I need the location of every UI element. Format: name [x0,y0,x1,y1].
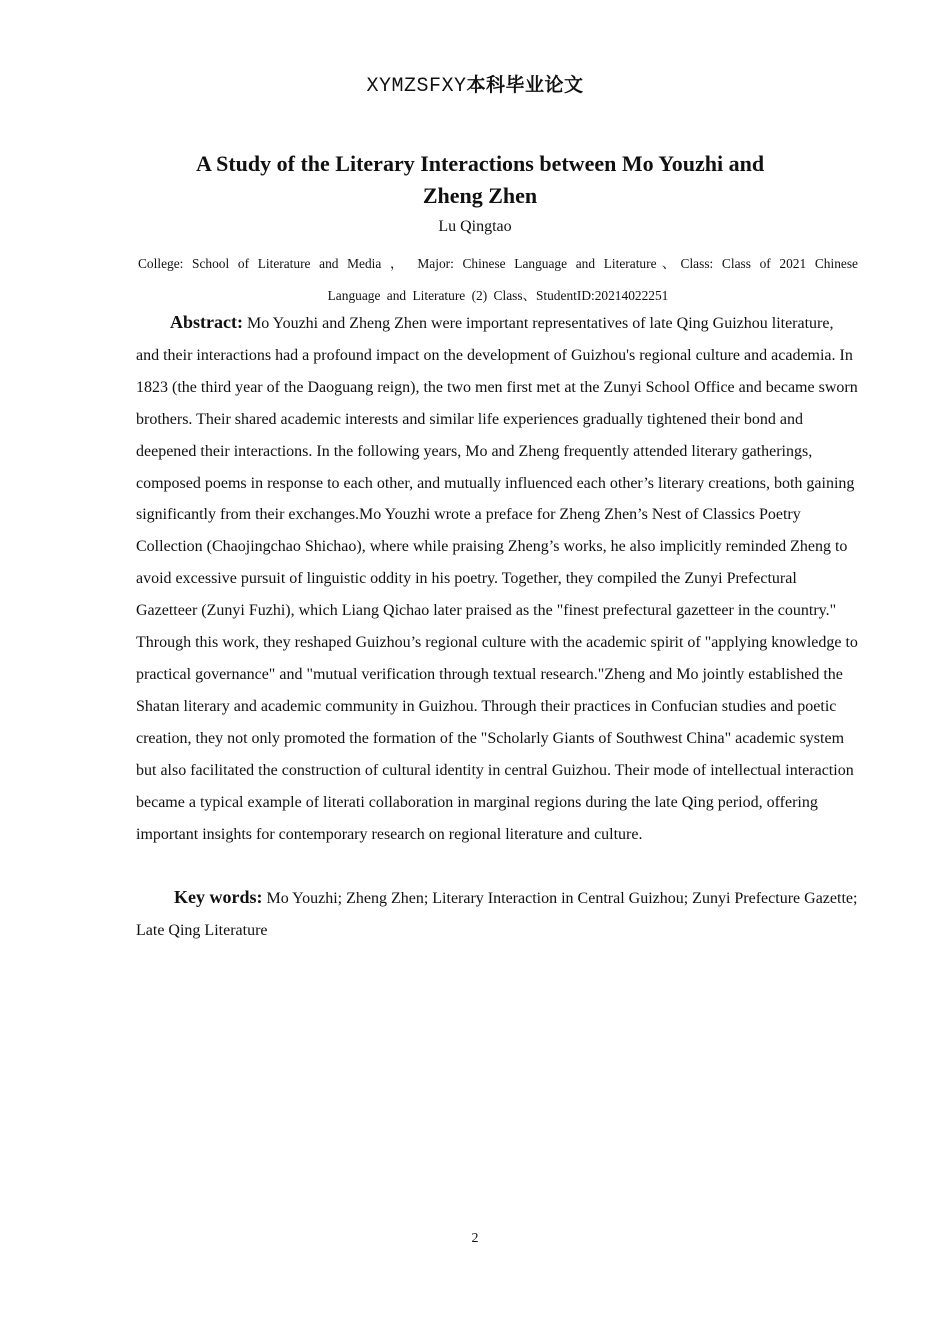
abstract-label: Abstract: [170,312,243,332]
affiliation [138,248,858,312]
paper-title-line-2: Zheng Zhen [422,183,538,208]
header-code: XYMZSFXY [366,75,467,98]
keywords-paragraph [136,882,860,947]
abstract-text: Mo Youzhi and Zheng Zhen were important representatives of late Qing Guizhou literature, and their interactions had a profound impact on the development of Guizhou's regional culture and academia. In 1823 (the third year of the Daoguang reign), the two men first met at the Zunyi School Office and became sworn brothers. Their shared academic interests and similar life experiences gradually tightened their bond and deepened their interactions. In the following years, Mo and Zheng frequently attended literary gatherings, composed poems in response to each other, and mutually influenced each other’s literary creations, both gaining significantly from their exchanges.Mo Youzhi wrote a preface for Zheng Zhen’s Nest of Classics Poetry Collection (Chaojingchao Shichao), where while praising Zheng’s works, he also implicitly reminded Zheng to avoid excessive pursuit of linguistic oddity in his poetry. Together, they compiled the Zunyi Prefectural Gazetteer (Zunyi Fuzhi), which Liang Qichao later praised as the "finest prefectural gazetteer in the country." Through this work, they reshaped Guizhou’s regional culture with the academic spirit of "applying knowledge to practical governance" and "mutual verification through textual research."Zheng and Mo jointly established the Shatan literary and academic community in Guizhou. Through their practices in Confucian studies and poetic creation, they not only promoted the formation of the "Scholarly Giants of Southwest China" academic system but also facilitated the construction of cultural identity in central Guizhou. Their mode of intellectual interaction became a typical example of literati collaboration in marginal regions during the late Qing period, offering important insights for contemporary research on regional literature and culture. [136,315,858,843]
abstract-paragraph [136,307,860,850]
author-name: Lu Qingtao [438,218,512,235]
keywords-text: Mo Youzhi; Zheng Zhen; Literary Interaction in Central Guizhou; Zunyi Prefecture Gazette; Late Qing Literature [136,890,858,939]
paper-title [150,148,810,212]
paper-title-line-1: A Study of the Literary Interactions between Mo Youzhi and [195,151,765,176]
page-number: 2 [471,1231,479,1246]
keywords-label: Key words: [174,887,263,907]
affiliation-line-2: Language and Literature (2) Class、StudentID:20214022251 [327,288,669,303]
header-thesis-label: 本科毕业论文 [466,74,584,96]
running-header [0,70,950,98]
affiliation-line-1: College: School of Literature and Media ， Major: Chinese Language and Literature、Class: Class of 2021 Chinese [138,256,858,271]
